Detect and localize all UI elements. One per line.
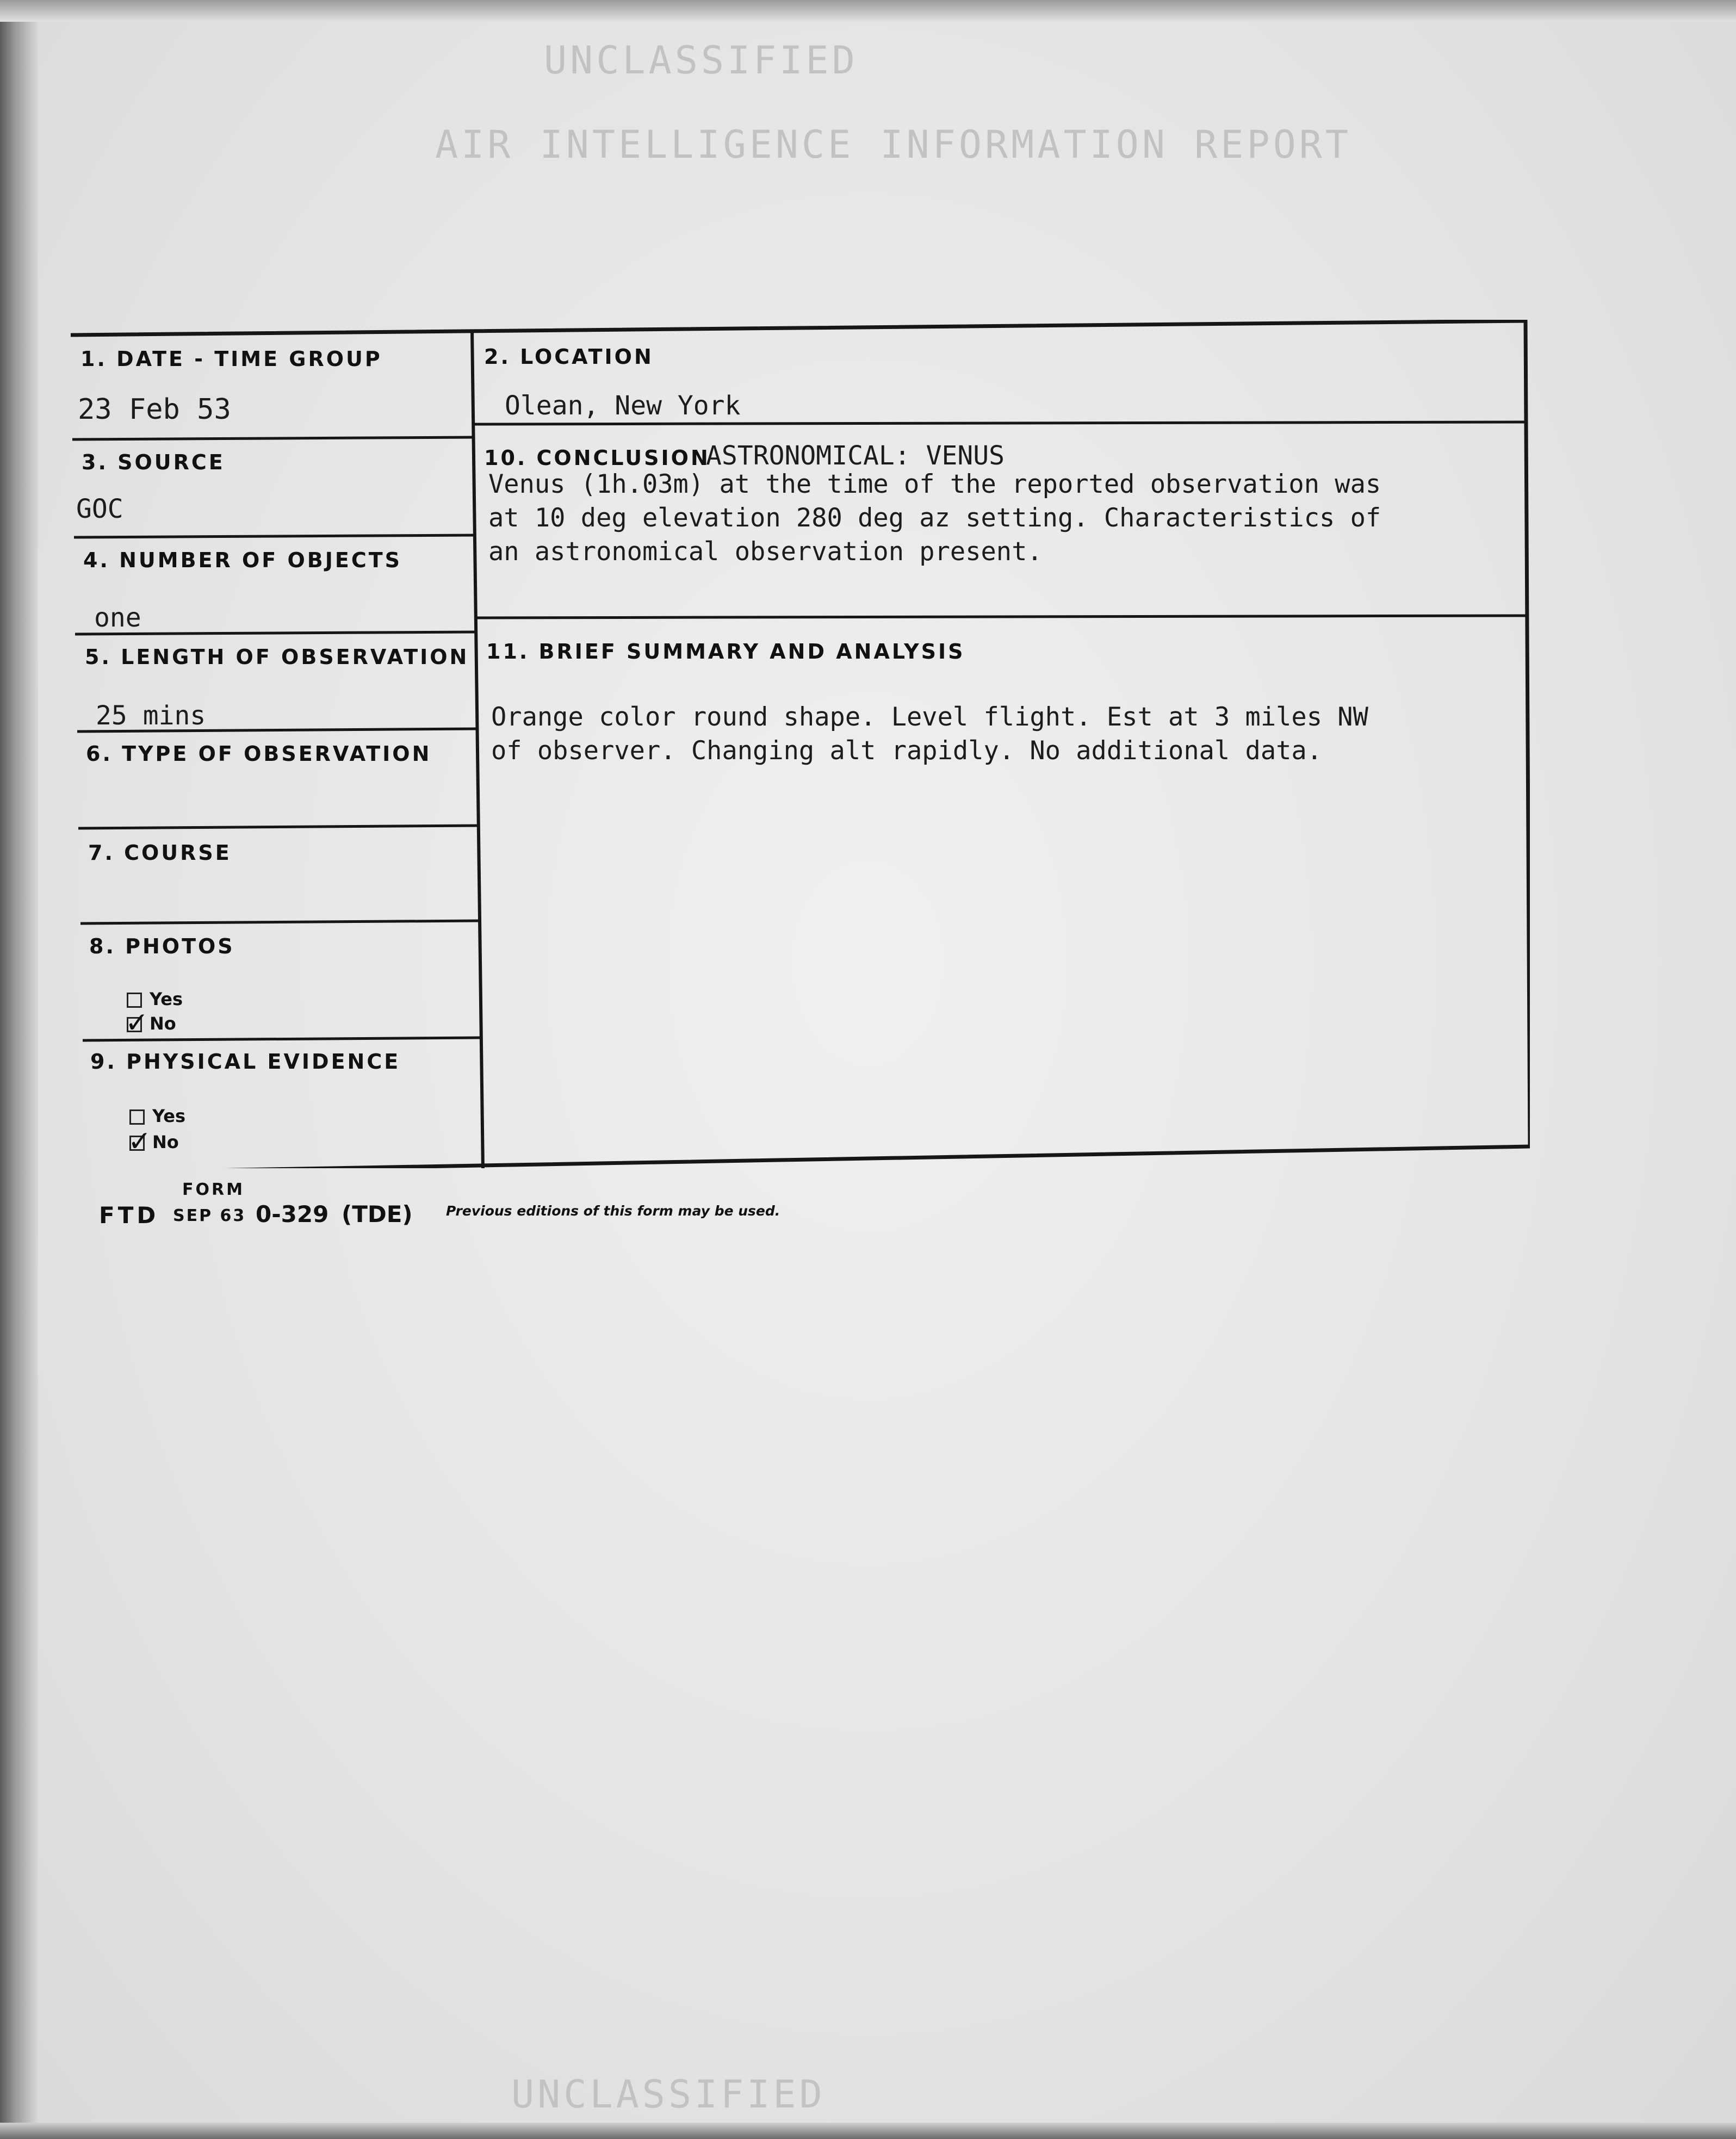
- evidence-yes-label: Yes: [152, 1106, 185, 1126]
- conclusion-value: ASTRONOMICAL: VENUS: [706, 441, 1005, 471]
- footer-ftd: FTD: [99, 1202, 159, 1229]
- conclusion-line: at 10 deg elevation 280 deg az setting. Characteristics of: [488, 503, 1381, 533]
- physical-evidence-label: 9. PHYSICAL EVIDENCE: [90, 1050, 401, 1074]
- bleed-report-title: AIR INTELLIGENCE INFORMATION REPORT: [435, 122, 1352, 167]
- source-label: 3. SOURCE: [82, 450, 225, 474]
- checkmark-icon: ✓: [128, 1125, 152, 1158]
- photos-yes-checkbox: [127, 993, 142, 1008]
- date-time-label: 1. DATE - TIME GROUP: [80, 347, 382, 371]
- footer-date: SEP 63: [173, 1206, 246, 1225]
- length-of-observation-value: 25 mins: [96, 700, 206, 731]
- scan-bottom-edge: [0, 2123, 1736, 2139]
- location-label: 2. LOCATION: [484, 345, 654, 369]
- location-value: Olean, New York: [505, 390, 741, 421]
- number-of-objects-label: 4. NUMBER OF OBJECTS: [83, 548, 402, 572]
- footer-notice: Previous editions of this form may be used.: [446, 1203, 780, 1219]
- footer-form-word: FORM: [182, 1180, 245, 1199]
- scan-top-edge: [0, 0, 1736, 22]
- checkmark-icon: ✓: [125, 1007, 149, 1039]
- conclusion-line: Venus (1h.03m) at the time of the reported observation was: [488, 469, 1381, 499]
- summary-line: Orange color round shape. Level flight. Est at 3 miles NW: [491, 702, 1368, 732]
- bleed-classification-bottom: UNCLASSIFIED: [511, 2072, 826, 2117]
- photos-yes-label: Yes: [150, 989, 183, 1009]
- summary-line: of observer. Changing alt rapidly. No additional data.: [491, 736, 1323, 766]
- scan-left-edge: [0, 0, 38, 2139]
- date-time-value: 23 Feb 53: [78, 393, 231, 426]
- conclusion-text: [488, 468, 1381, 569]
- footer-form-code: (TDE): [342, 1201, 413, 1227]
- photos-no-option: [125, 1007, 176, 1039]
- length-of-observation-label: 5. LENGTH OF OBSERVATION: [85, 645, 469, 669]
- evidence-no-label: No: [152, 1132, 179, 1152]
- photos-no-label: No: [150, 1013, 176, 1034]
- conclusion-label: 10. CONCLUSION: [484, 446, 710, 470]
- evidence-no-checkbox: [128, 1125, 152, 1158]
- ufo-report-form: [70, 320, 1530, 1168]
- evidence-no-option: [128, 1125, 179, 1158]
- number-of-objects-value: one: [94, 603, 141, 633]
- bleed-classification-top: UNCLASSIFIED: [544, 38, 858, 83]
- evidence-yes-checkbox: [129, 1109, 145, 1125]
- conclusion-line: an astronomical observation present.: [488, 537, 1043, 567]
- footer-form-number: 0-329: [256, 1201, 329, 1227]
- photos-label: 8. PHOTOS: [89, 934, 235, 958]
- course-label: 7. COURSE: [88, 841, 232, 865]
- evidence-yes-option: [129, 1106, 185, 1126]
- source-value: GOC: [76, 494, 123, 524]
- photos-no-checkbox: [125, 1007, 149, 1039]
- type-of-observation-label: 6. TYPE OF OBSERVATION: [86, 742, 432, 766]
- summary-text: [491, 700, 1368, 768]
- summary-label: 11. BRIEF SUMMARY AND ANALYSIS: [486, 640, 965, 664]
